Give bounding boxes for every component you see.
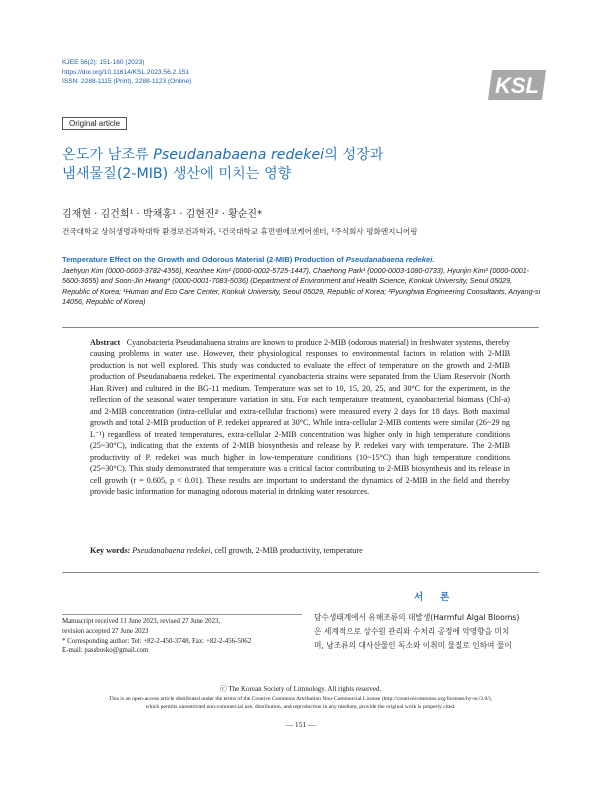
journal-citation: KJEE 56(2): 151-160 (2023) — [62, 59, 145, 66]
abstract-text: Cyanobacteria Pseudanabaena strains are known to produce 2-MIB (odorous material) in freshwater systems, thereby causing problems in water use. However, their physiological responses to environmental factors in relation with 2-MIB production is not well explored. This study was conducted to evaluate the effect of temperature on the growth and 2-MIB production of Pseudanabaena redekei. The experimental cyanobacteria strains were separated from the Uiam Reservoir (North Han River) and cultured in the BG-11 medium. Temperature was set to 10, 15, 20, 25, and 30°C for the experiment, in the reflection of the seasonal water temperature variation in situ. For each temperature treatment, cyanobacterial biomass (Chl-a) and 2-MIB concentration (intra-cellular and extra-cellular fractions) were measured every 2 days for 18 days. Both maximal growth and total 2-MIB production of P. redekei appeared at 30°C. While intra-cellular 2-MIB contents were similar (26~29 ng L⁻¹) regardless of treated temperatures, extra-cellular 2-MIB concentration was higher only in high temperature conditions (25~30°C), indicating that the extents of 2-MIB biosynthesis and release by P. redekei vary with temperature. The 2-MIB productivity of P. redekei was much higher in low-temperature conditions (10~15°C) than high temperature conditions (25~30°C). This study demonstrated that temperature was a critical factor contributing to 2-MIB biosynthesis and its release in cell growth (r = 0.605, p < 0.01). These results are important to understand the dynamics of 2-MIB in the field and thereby provide basic information for managing odorous material in drinking water resources. — [90, 338, 510, 497]
title-ko-line2: 냄새물질(2-MIB) 생산에 미치는 영향 — [62, 166, 292, 182]
authors-korean: 김재현 · 김건희¹ · 박채홍¹ · 김현진² · 황순진* — [62, 209, 263, 220]
authors-english: Jaehyun Kim (0000-0003-3782-4356), Keonhee Kim¹ (0000-0002-5725-1447), Chaehong Park¹ (0000-0003-1080-0733), Hyunjin Kim² (0000-0001-5600-3655) and Soon-Jin Hwang* (0000-0001-7083-5036) (Department of Environment and Health Science, Konkuk University, Seoul 05029, Republic of Korea; ¹Human and Eco Care Center, Konkuk University, Seoul 05029, Republic of Korea; ²Pyunghwa Engineering Consultants, Anyang-si 14056, Republic of Korea) — [62, 266, 541, 307]
keywords-species: Pseudanabaena redekei — [132, 546, 211, 555]
title-ko-species: Pseudanabaena redekei — [153, 147, 325, 163]
license-line: which permits unrestricted non-commercial use, distribution, and reproduction in any medium, provide the original work is properly cited. — [145, 704, 456, 711]
title-english — [62, 255, 542, 266]
journal-doi[interactable]: https://doi.org/10.11614/KSL.2023.56.2.151 — [62, 68, 190, 76]
divider-bottom — [62, 572, 539, 573]
journal-issn: ISSN: 2288-1115 (Print), 2288-1123 (Online) — [62, 78, 192, 86]
title-ko-part2: 의 성장과 — [324, 147, 384, 163]
keywords-rest: , cell growth, 2-MIB productivity, temperature — [210, 546, 363, 555]
logo-text: KSL — [495, 73, 539, 98]
page-number: — 151 — — [285, 720, 316, 729]
intro-body — [314, 611, 539, 652]
footnotes — [62, 617, 302, 656]
intro-line: 은 세계적으로 상수원 관리와 수처리 공정에 악영향을 미치 — [314, 626, 510, 636]
footnote-divider — [62, 614, 302, 615]
intro-line: 며, 남조류의 대사산물인 독소와 이취미 물질로 인하여 물이 — [314, 640, 512, 650]
copyright: ⓒ The Korean Society of Limnology. All rights reserved. — [219, 685, 382, 693]
title-en-species: Pseudanabaena redekei. — [345, 255, 435, 264]
title-korean — [62, 146, 542, 184]
journal-header — [62, 58, 191, 87]
title-en-text: Temperature Effect on the Growth and Odorous Material (2-MIB) Production of — [62, 255, 346, 264]
footnote-line: * Corresponding author: Tel: +82-2-450-3748, Fax: +82-2-456-5062 — [62, 637, 252, 645]
keywords — [90, 546, 510, 555]
keywords-label: Key words: — [90, 546, 131, 555]
intro-line: 담수생태계에서 유해조류의 대발생(Harmful Algal Blooms) — [314, 613, 520, 622]
abstract — [90, 337, 510, 498]
ksl-logo — [486, 68, 548, 102]
abstract-label: Abstract — [90, 338, 121, 347]
divider-top — [62, 327, 539, 328]
footnote-email[interactable]: E-mail: passbosko@gmail.com — [62, 647, 149, 655]
footnote-line: revision accepted 27 June 2023 — [62, 627, 149, 635]
footnote-line: Manuscript received 11 June 2023, revised 27 June 2023, — [62, 618, 221, 625]
license-text — [62, 695, 539, 712]
article-type-badge: Original article — [62, 117, 127, 130]
license-line: This is an open-access article distributed under the terms of the Creative Commons Attribution Non-Commercial License (http://creativecommons.org/licenses/by-nc/3.0/), — [108, 696, 493, 702]
title-ko-part1: 온도가 남조류 — [62, 147, 154, 163]
section-heading-intro: 서론 — [414, 592, 467, 603]
affiliation-korean: 건국대학교 상허생명과학대학 환경보건과학과, ¹건국대학교 휴먼앤에코케어센터, ²주식회사 평화엔지니어링 — [62, 227, 418, 236]
